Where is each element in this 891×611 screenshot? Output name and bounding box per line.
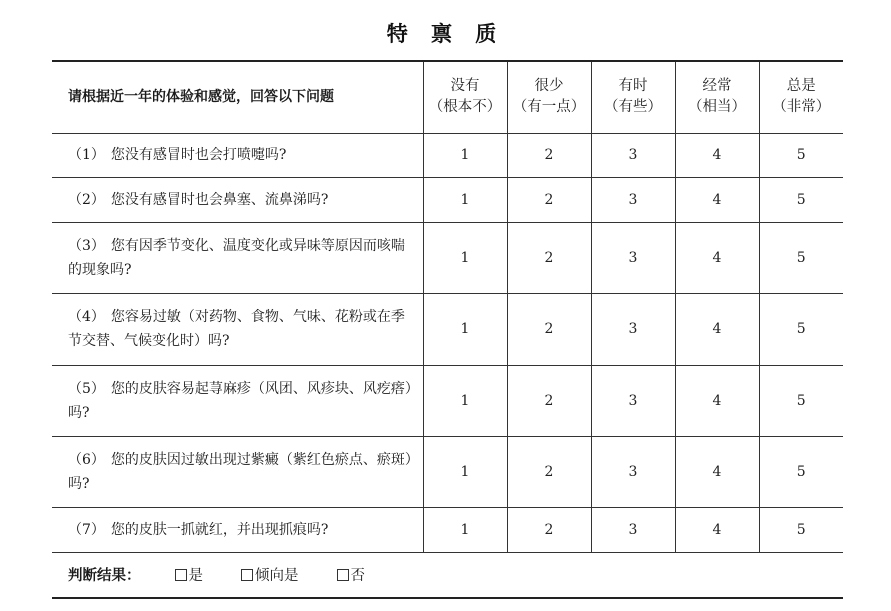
- score-cell[interactable]: 3: [591, 365, 675, 436]
- option-label: 很少: [534, 78, 564, 95]
- question-cell: [52, 222, 423, 293]
- score-cell[interactable]: 2: [507, 507, 591, 552]
- score-cell[interactable]: 1: [423, 133, 507, 177]
- question-number: （2）: [68, 191, 105, 208]
- score-cell[interactable]: 1: [423, 222, 507, 293]
- score-cell[interactable]: 4: [675, 133, 759, 177]
- score-cell[interactable]: 5: [759, 436, 843, 507]
- option-label: 经常: [702, 78, 732, 95]
- checkbox-icon[interactable]: [337, 569, 349, 581]
- table-row: [52, 222, 843, 293]
- score-cell[interactable]: 5: [759, 293, 843, 365]
- option-label: 有时: [618, 78, 648, 95]
- checkbox-icon[interactable]: [175, 569, 187, 581]
- question-cell: [52, 507, 423, 552]
- score-cell[interactable]: 1: [423, 436, 507, 507]
- question-number: （5）: [68, 380, 105, 397]
- score-cell[interactable]: 3: [591, 133, 675, 177]
- score-cell[interactable]: 5: [759, 222, 843, 293]
- table-row: [52, 293, 843, 365]
- question-text: 您没有感冒时也会鼻塞、流鼻涕吗?: [110, 191, 329, 208]
- result-choice-yes[interactable]: [175, 564, 204, 585]
- option-label: 没有: [450, 78, 480, 95]
- questionnaire: [52, 60, 843, 599]
- score-cell[interactable]: 4: [675, 365, 759, 436]
- question-number: （3）: [68, 237, 105, 254]
- score-cell[interactable]: 3: [591, 177, 675, 222]
- score-cell[interactable]: 3: [591, 436, 675, 507]
- question-text: 您的皮肤容易起荨麻疹（风团、风疹块、风疙瘩）吗?: [68, 380, 412, 421]
- score-cell[interactable]: 2: [507, 293, 591, 365]
- question-cell: [52, 177, 423, 222]
- score-cell[interactable]: 4: [675, 293, 759, 365]
- question-text: 您的皮肤因过敏出现过紫癜（紫红色瘀点、瘀斑）吗?: [68, 451, 412, 492]
- option-sublabel: （有些）: [604, 99, 662, 116]
- table-row: [52, 507, 843, 552]
- judgment-result-label: 判断结果：: [68, 568, 141, 584]
- option-sublabel: （根本不）: [428, 99, 502, 116]
- question-cell: [52, 293, 423, 365]
- result-choice-no[interactable]: [337, 564, 366, 585]
- option-sublabel: （相当）: [688, 99, 746, 116]
- question-text: 您的皮肤一抓就红，并出现抓痕吗?: [110, 521, 329, 538]
- score-cell[interactable]: 5: [759, 133, 843, 177]
- table-header-row: [52, 61, 843, 133]
- question-text: 您没有感冒时也会打喷嚏吗?: [110, 147, 287, 163]
- score-cell[interactable]: 1: [423, 293, 507, 365]
- table-row: [52, 177, 843, 222]
- question-column-header: 请根据近一年的体验和感觉，回答以下问题: [52, 61, 423, 133]
- score-cell[interactable]: 4: [675, 507, 759, 552]
- question-number: （6）: [68, 451, 105, 468]
- score-cell[interactable]: 5: [759, 365, 843, 436]
- score-cell[interactable]: 2: [507, 222, 591, 293]
- question-number: （7）: [68, 521, 105, 538]
- score-cell[interactable]: 3: [591, 507, 675, 552]
- score-cell[interactable]: 3: [591, 222, 675, 293]
- option-sublabel: （有一点）: [512, 99, 586, 116]
- choice-label: 倾向是: [255, 568, 299, 584]
- table-row: [52, 436, 843, 507]
- judgment-result-row: [52, 553, 843, 599]
- score-cell[interactable]: 2: [507, 365, 591, 436]
- score-cell[interactable]: 2: [507, 177, 591, 222]
- score-cell[interactable]: 2: [507, 436, 591, 507]
- question-text: 您有因季节变化、温度变化或异味等原因而咳喘的现象吗?: [68, 237, 405, 278]
- option-header-always: [759, 61, 843, 133]
- question-cell: [52, 436, 423, 507]
- option-label: 总是: [786, 78, 816, 95]
- choice-label: 否: [350, 568, 365, 584]
- question-number: （4）: [68, 309, 105, 325]
- score-cell[interactable]: 1: [423, 177, 507, 222]
- score-cell[interactable]: 3: [591, 293, 675, 365]
- score-cell[interactable]: 5: [759, 177, 843, 222]
- score-cell[interactable]: 1: [423, 365, 507, 436]
- questionnaire-table: [52, 60, 843, 553]
- result-choice-leaning-yes[interactable]: [241, 564, 299, 585]
- question-cell: [52, 133, 423, 177]
- score-cell[interactable]: 2: [507, 133, 591, 177]
- question-text: 您容易过敏（对药物、食物、气味、花粉或在季节交替、气候变化时）吗?: [68, 309, 405, 349]
- choice-label: 是: [188, 568, 203, 584]
- score-cell[interactable]: 4: [675, 436, 759, 507]
- score-cell[interactable]: 5: [759, 507, 843, 552]
- checkbox-icon[interactable]: [241, 569, 253, 581]
- option-header-rarely: [507, 61, 591, 133]
- table-row: [52, 133, 843, 177]
- score-cell[interactable]: 1: [423, 507, 507, 552]
- table-row: [52, 365, 843, 436]
- option-header-often: [675, 61, 759, 133]
- question-number: （1）: [68, 147, 105, 163]
- page-title: 特 禀 质: [386, 22, 505, 46]
- score-cell[interactable]: 4: [675, 222, 759, 293]
- option-sublabel: （非常）: [772, 99, 831, 116]
- option-header-sometimes: [591, 61, 675, 133]
- question-cell: [52, 365, 423, 436]
- option-header-never: [423, 61, 507, 133]
- score-cell[interactable]: 4: [675, 177, 759, 222]
